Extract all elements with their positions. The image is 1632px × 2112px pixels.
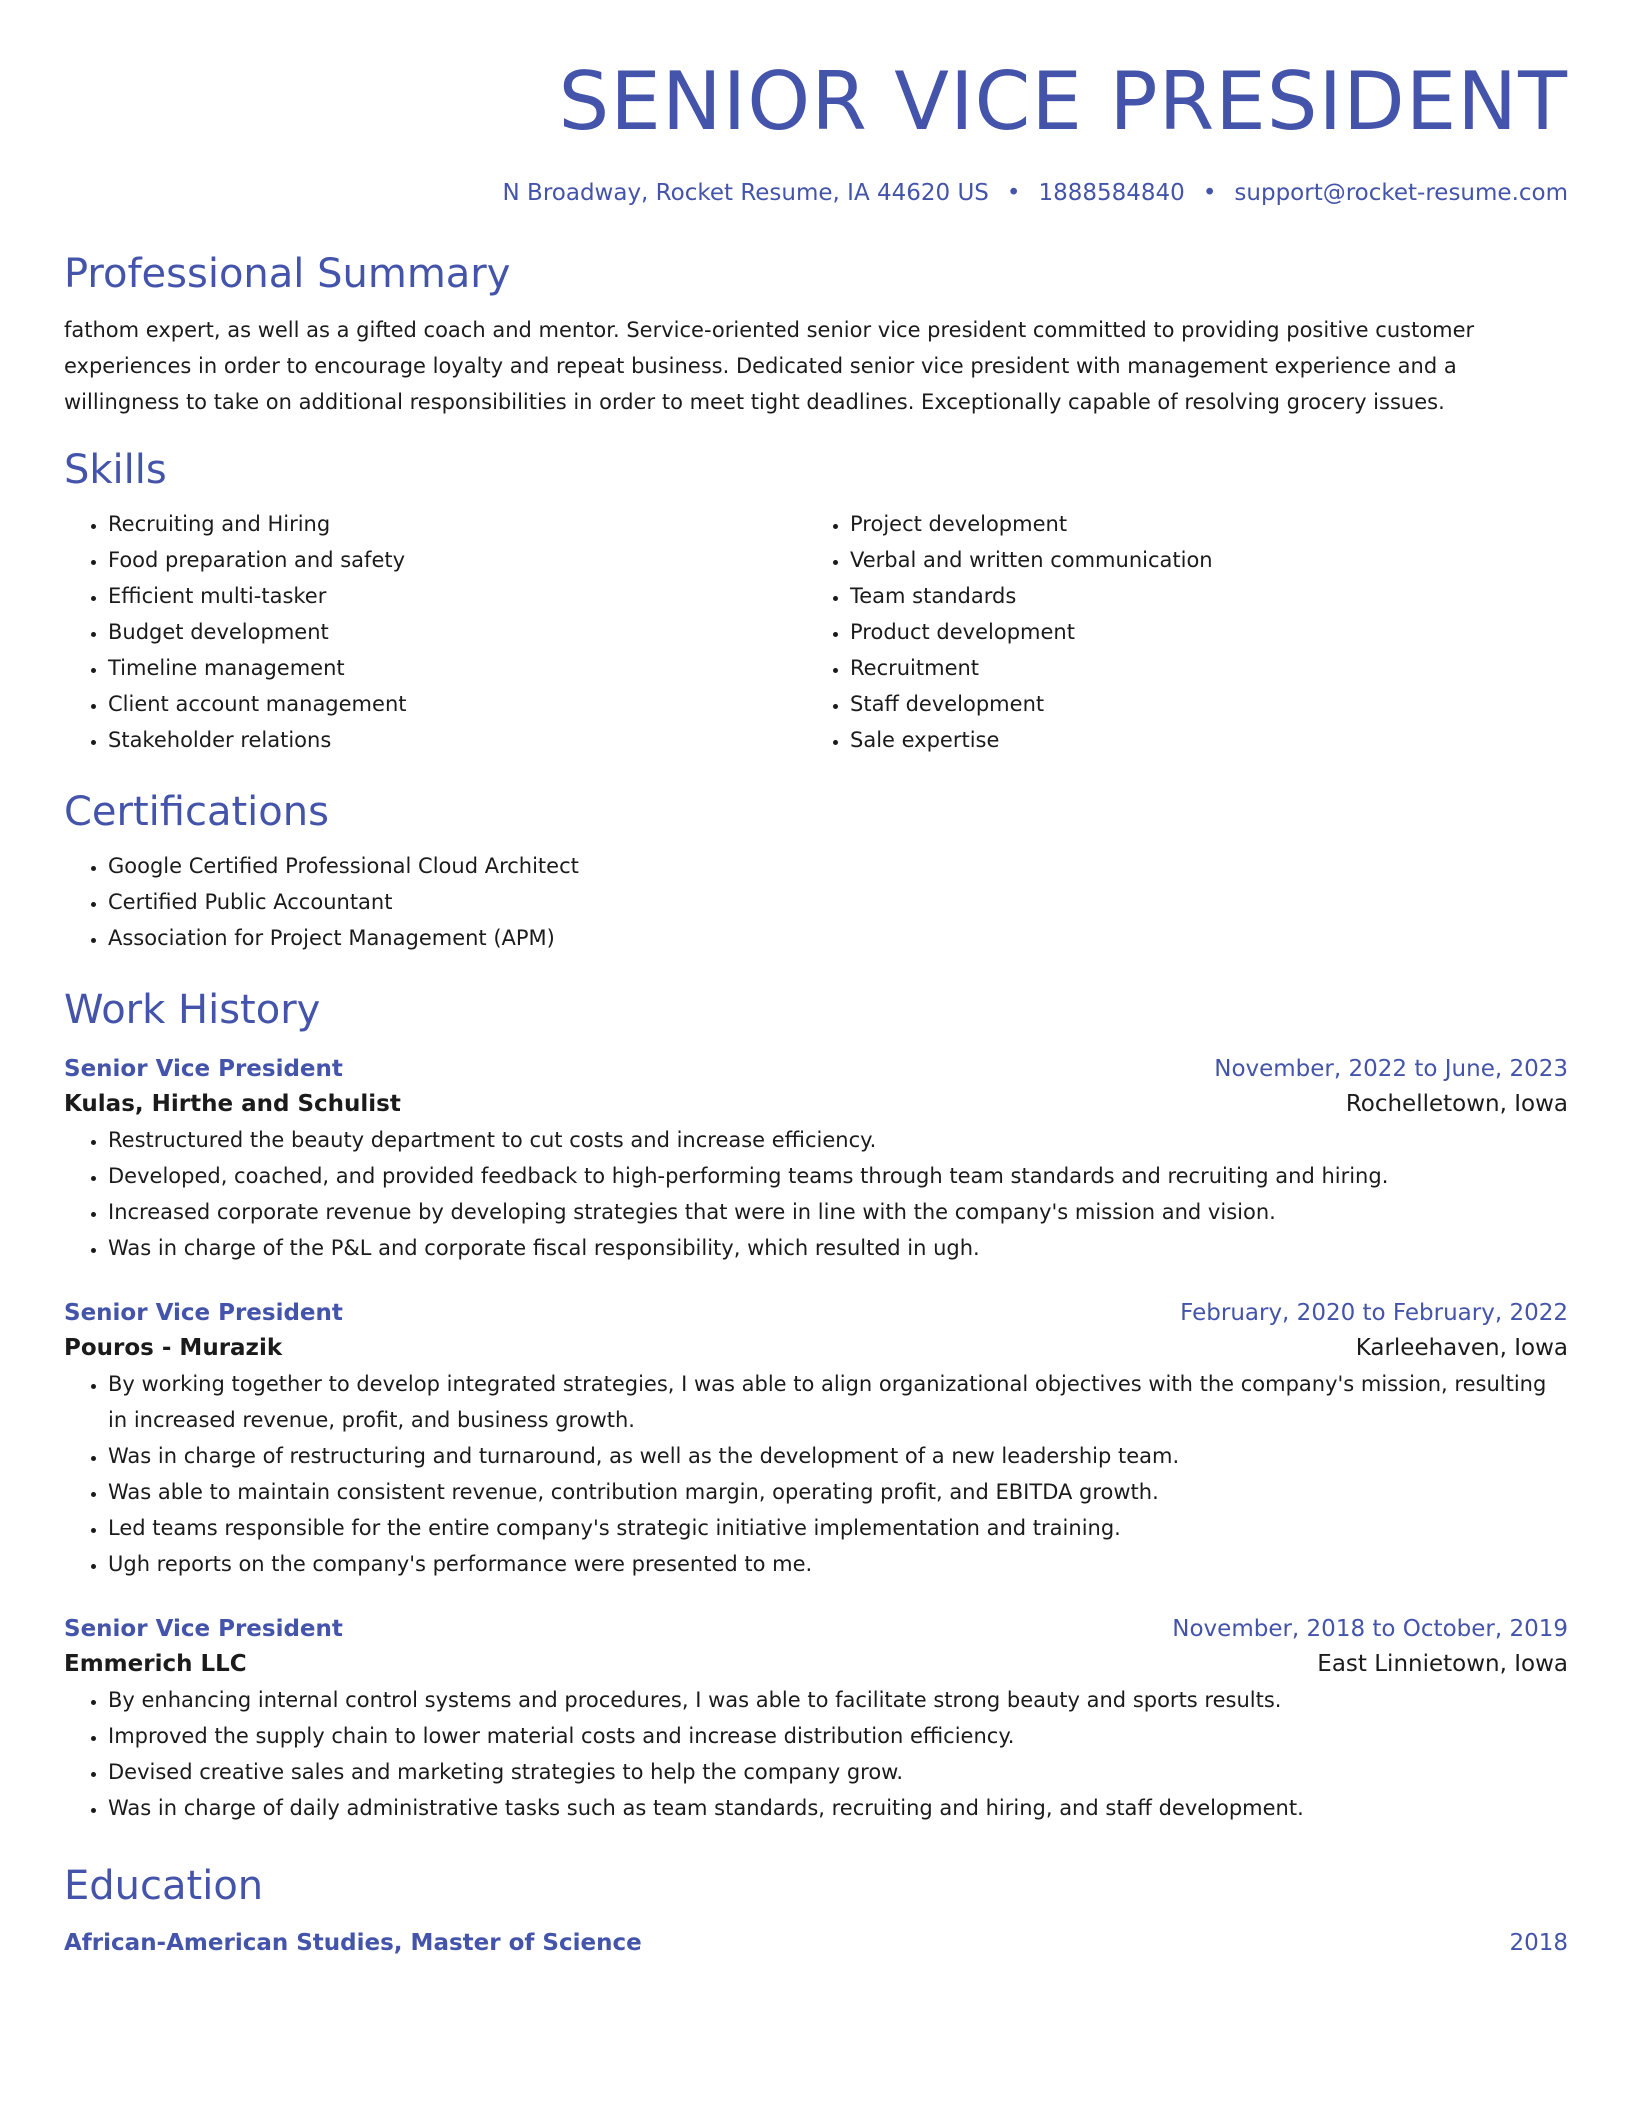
job-bullet: • Was in charge of the P&L and corporate fiscal responsibility, which resulted in ugh. [108, 1230, 1568, 1266]
job-dates: November, 2018 to October, 2019 [1172, 1616, 1568, 1642]
job-entry [64, 1296, 1568, 1582]
skill-item: • Stakeholder relations [108, 722, 806, 758]
skills-column-right [806, 506, 1548, 758]
job-bullet: • Developed, coached, and provided feedback to high-performing teams through team standards and recruiting and hiring. [108, 1158, 1568, 1194]
skill-item: • Product development [850, 614, 1548, 650]
skill-item: • Staff development [850, 686, 1548, 722]
section-title-education: Education [64, 1863, 264, 1909]
skill-item: • Recruiting and Hiring [108, 506, 806, 542]
skills-column-left [64, 506, 806, 758]
certification-item: • Google Certified Professional Cloud Architect [108, 848, 1568, 884]
job-entry [64, 1612, 1568, 1826]
job-company: Kulas, Hirthe and Schulist [64, 1091, 401, 1117]
contact-line [64, 178, 1568, 208]
skill-item: • Client account management [108, 686, 806, 722]
job-company: Pouros - Murazik [64, 1335, 283, 1361]
certification-item: • Certified Public Accountant [108, 884, 1568, 920]
skill-item: • Efficient multi-tasker [108, 578, 806, 614]
job-bullet: • Led teams responsible for the entire company's strategic initiative implementation and training. [108, 1510, 1568, 1546]
skills-list [64, 506, 1568, 758]
certifications-list [64, 848, 1568, 956]
contact-separator: • [1202, 180, 1217, 206]
resume-header [64, 56, 1568, 208]
resume-title: SENIOR VICE PRESIDENT [558, 55, 1568, 148]
job-bullet: • Devised creative sales and marketing strategies to help the company grow. [108, 1754, 1568, 1790]
job-bullet: • By enhancing internal control systems and procedures, I was able to facilitate strong beauty and sports results. [108, 1682, 1568, 1718]
skill-item: • Team standards [850, 578, 1548, 614]
job-bullets [64, 1366, 1568, 1582]
job-bullet: • Increased corporate revenue by developing strategies that were in line with the company's mission and vision. [108, 1194, 1568, 1230]
skill-item: • Project development [850, 506, 1548, 542]
education-year: 2018 [1509, 1930, 1568, 1956]
section-title-summary: Professional Summary [64, 251, 511, 297]
skill-item: • Food preparation and safety [108, 542, 806, 578]
section-title-skills: Skills [64, 447, 167, 493]
job-bullet: • By working together to develop integrated strategies, I was able to align organizational objectives with the company's mission, resulting in increased revenue, profit, and business growth. [108, 1366, 1568, 1438]
skill-item: • Verbal and written communication [850, 542, 1548, 578]
skill-item: • Timeline management [108, 650, 806, 686]
job-dates: February, 2020 to February, 2022 [1180, 1300, 1568, 1326]
contact-email: support@rocket-resume.com [1234, 180, 1568, 206]
job-bullet: • Restructured the beauty department to cut costs and increase efficiency. [108, 1122, 1568, 1158]
summary-text: fathom expert, as well as a gifted coach and mentor. Service-oriented senior vice president committed to providing positive customer experiences in order to encourage loyalty and repeat business. Dedicated senior vice president with management experience and a willingness to take on additional responsibilities in order to meet tight deadlines. Exceptionally capable of resolving grocery issues. [64, 318, 1475, 414]
job-bullet: • Was in charge of daily administrative tasks such as team standards, recruiting and hiring, and staff development. [108, 1790, 1568, 1826]
job-bullet: • Was able to maintain consistent revenue, contribution margin, operating profit, and EBITDA growth. [108, 1474, 1568, 1510]
section-title-certifications: Certifications [64, 789, 329, 835]
job-bullet: • Improved the supply chain to lower material costs and increase distribution efficiency. [108, 1718, 1568, 1754]
job-bullets [64, 1122, 1568, 1266]
section-title-work-history: Work History [64, 987, 321, 1033]
job-entry [64, 1052, 1568, 1266]
job-location: Karleehaven, Iowa [1355, 1335, 1568, 1361]
skill-item: • Budget development [108, 614, 806, 650]
job-bullet: • Was in charge of restructuring and turnaround, as well as the development of a new leadership team. [108, 1438, 1568, 1474]
job-location: East Linnietown, Iowa [1317, 1651, 1568, 1677]
certification-item: • Association for Project Management (APM) [108, 920, 1568, 956]
job-bullet: • Ugh reports on the company's performance were presented to me. [108, 1546, 1568, 1582]
job-company: Emmerich LLC [64, 1651, 247, 1677]
job-role: Senior Vice President [64, 1056, 343, 1082]
job-dates: November, 2022 to June, 2023 [1214, 1056, 1568, 1082]
job-role: Senior Vice President [64, 1300, 343, 1326]
education-entry [64, 1926, 1568, 1960]
skill-item: • Recruitment [850, 650, 1548, 686]
job-role: Senior Vice President [64, 1616, 343, 1642]
job-location: Rochelletown, Iowa [1345, 1091, 1568, 1117]
job-bullets [64, 1682, 1568, 1826]
contact-address: N Broadway, Rocket Resume, IA 44620 US [502, 180, 989, 206]
education-degree: African-American Studies, Master of Science [64, 1930, 642, 1956]
contact-separator: • [1006, 180, 1021, 206]
skill-item: • Sale expertise [850, 722, 1548, 758]
contact-phone: 1888584840 [1038, 180, 1185, 206]
